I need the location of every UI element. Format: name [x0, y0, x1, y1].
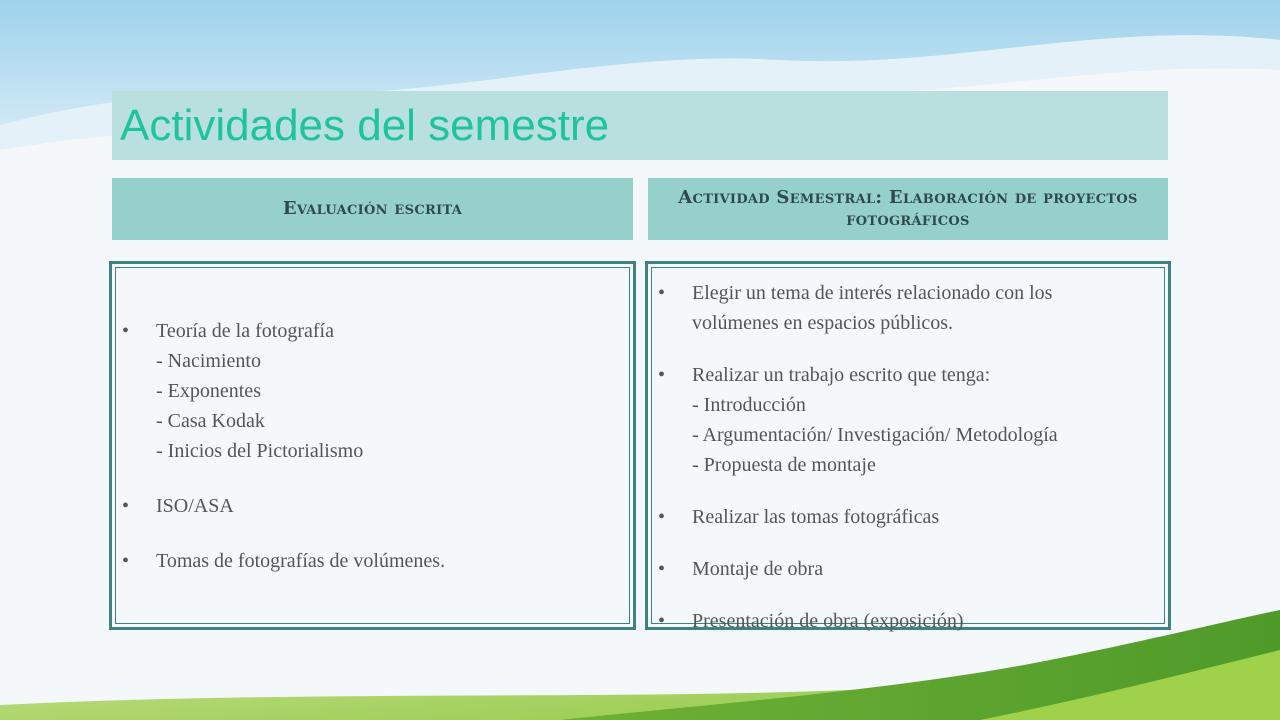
list-subitem: - Nacimiento: [156, 350, 261, 372]
bullet-icon: •: [658, 506, 666, 528]
slide-title: Actividades del semestre: [120, 101, 610, 150]
list-item: [122, 491, 445, 521]
list-item-text: Realizar las tomas fotográficas: [692, 506, 940, 528]
bullet-icon: •: [658, 282, 666, 304]
list-item: [658, 606, 1058, 636]
content-panel-left: [109, 261, 636, 630]
content-panel-right: [645, 261, 1171, 630]
column-header-right: [648, 178, 1168, 240]
list-subitem: - Casa Kodak: [156, 410, 265, 432]
bullet-icon: •: [122, 320, 130, 342]
column-header-left-label: Evaluación escrita: [282, 198, 463, 219]
bullet-list-left: [122, 316, 445, 601]
bullet-icon: •: [658, 610, 666, 632]
list-item: [658, 554, 1058, 584]
list-item: [658, 360, 1058, 480]
column-header-right-label: Actividad Semestral: Elaboración de proyectos fotográficos: [678, 187, 1138, 230]
list-item-text: Tomas de fotografías de volúmenes.: [156, 550, 446, 572]
list-item-text: Montaje de obra: [692, 558, 824, 580]
bullet-icon: •: [122, 495, 130, 517]
list-item-text: Realizar un trabajo escrito que tenga:: [692, 364, 991, 386]
bullet-icon: •: [658, 558, 666, 580]
list-subitem: - Inicios del Pictorialismo: [156, 440, 364, 462]
list-subitem: - Exponentes: [156, 380, 261, 402]
list-item-text: Teoría de la fotografía: [156, 320, 334, 342]
list-subitem: - Introducción: [692, 394, 806, 416]
list-item: [658, 278, 1058, 338]
column-header-left: [112, 178, 633, 240]
list-item-text: Presentación de obra (exposición): [692, 610, 964, 632]
bullet-icon: •: [122, 550, 130, 572]
list-item: [122, 316, 445, 466]
list-item-text: ISO/ASA: [156, 495, 234, 517]
list-item-continuation: volúmenes en espacios públicos.: [692, 312, 954, 334]
list-subitem: - Propuesta de montaje: [692, 454, 876, 476]
list-item: [658, 502, 1058, 532]
bullet-icon: •: [658, 364, 666, 386]
list-item: [122, 546, 445, 576]
list-subitem: - Argumentación/ Investigación/ Metodología: [692, 424, 1058, 446]
bullet-list-right: [658, 278, 1058, 658]
title-bar: [112, 91, 1168, 160]
list-item-text: Elegir un tema de interés relacionado con los: [692, 282, 1053, 304]
